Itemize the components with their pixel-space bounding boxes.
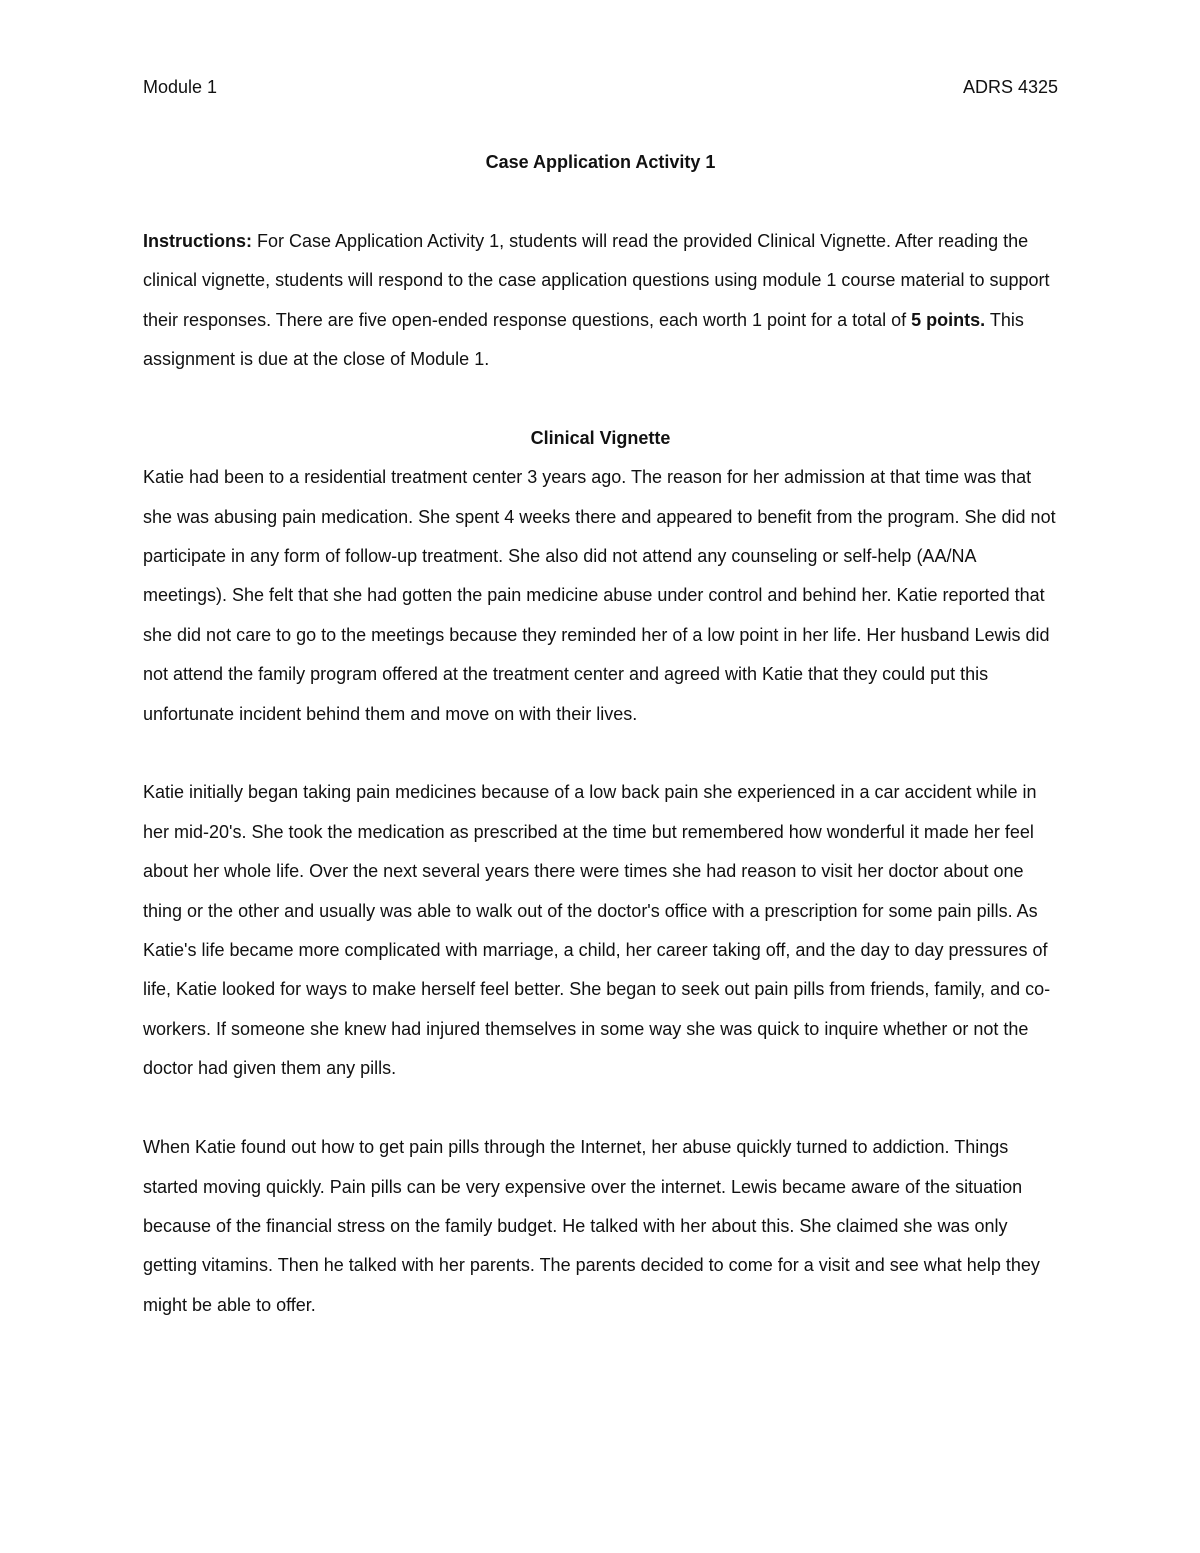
instructions-label: Instructions: [143, 230, 253, 251]
spacer [143, 734, 1058, 773]
vignette-paragraph-1: Katie had been to a residential treatment center 3 years ago. The reason for her admission at that time was that she was abusing pain medication. She spent 4 weeks there and appeared to benefit from the program. She did not participate in any form of follow-up treatment. She also did not attend any counseling or self-help (AA/NA meetings). She felt that she had gotten the pain medicine abuse under control and behind her. Katie reported that she did not care to go to the meetings because they reminded her of a low point in her life. Her husband Lewis did not attend the family program offered at the treatment center and agreed with Katie that they could put this unfortunate incident behind them and move on with their lives. [143, 467, 1056, 724]
header-course-code: ADRS 4325 [962, 77, 1058, 97]
vignette-paragraph-3: When Katie found out how to get pain pills through the Internet, her abuse quickly turned to addiction. Things started moving quickly. Pain pills can be very expensive over the internet. Lewis became aware of the situation because of the financial stress on the family budget. He talked with her about this. She claimed she was only getting vitamins. Then he talked with her parents. The parents decided to come for a visit and see what help they might be able to offer. [143, 1137, 1040, 1315]
vignette-paragraph-2: Katie initially began taking pain medicines because of a low back pain she experienced in a car accident while in her mid-20's. She took the medication as prescribed at the time but remembered how wonderful it made her feel about her whole life. Over the next several years there were times she had reason to visit her doctor about one thing or the other and usually was able to walk out of the doctor's office with a prescription for some pain pills. As Katie's life became more complicated with marriage, a child, her career taking off, and the day to day pressures of life, Katie looked for ways to make herself feel better. She began to seek out pain pills from friends, family, and co-workers. If someone she knew had injured themselves in some way she was quick to inquire whether or not the doctor had given them any pills. [143, 782, 1051, 1079]
instructions-text: For Case Application Activity 1, students will read the provided Clinical Vignette. After reading the clinical vignette, students will respond to the case application questions using module 1 course material to support their responses. There are five open-ended response questions, each worth 1 point for a total of [143, 230, 1050, 330]
instructions-due-text: This assignment is due at the close of Module 1. [143, 309, 1024, 370]
header-module-label: Module 1 [143, 77, 218, 97]
vignette-title: Clinical Vignette [530, 427, 671, 448]
spacer [143, 1089, 1058, 1128]
document-title: Case Application Activity 1 [485, 152, 716, 172]
instructions-paragraph [143, 222, 1058, 380]
page-header [143, 74, 1058, 100]
document-body [143, 143, 1058, 1325]
instructions-points: 5 points. [911, 309, 986, 330]
spacer [143, 182, 1058, 221]
spacer [143, 379, 1058, 418]
